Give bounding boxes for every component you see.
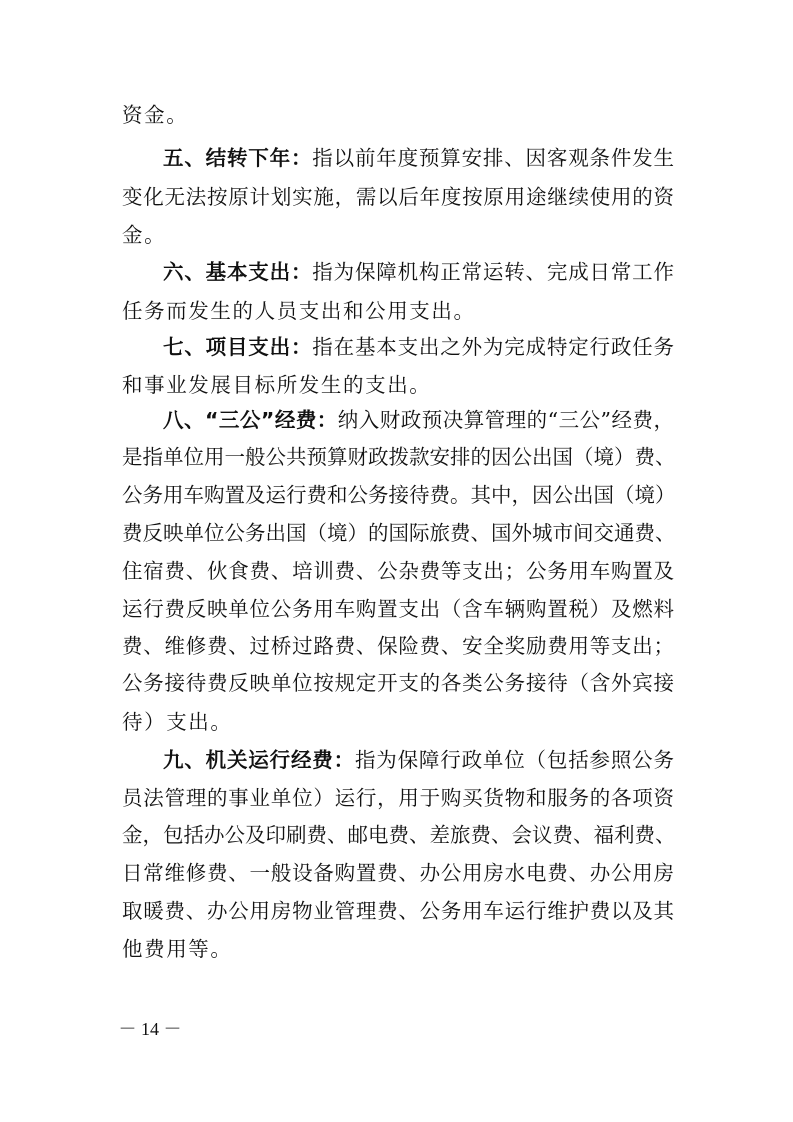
text-line-13: 住宿费、伙食费、培训费、公杂费等支出；公务用车购置及 [122, 559, 674, 583]
text-line-4: 金。 [122, 223, 167, 247]
section-9-heading-line: 九、机关运行经费：指为保障行政单位（包括参照公务 [163, 748, 675, 772]
section-8-title: 八、“三公”经费： [163, 408, 338, 432]
text-line-8: 和事业发展目标所发生的支出。 [122, 373, 432, 397]
section-7-title: 七、项目支出： [163, 335, 313, 359]
text-line-12: 费反映单位公务出国（境）的国际旅费、国外城市间交通费、 [122, 521, 676, 545]
text-line-14: 运行费反映单位公务用车购置支出（含车辆购置税）及燃料 [122, 597, 674, 621]
section-5-heading-line: 五、结转下年：指以前年度预算安排、因客观条件发生 [163, 146, 675, 170]
text-line-1: 资金。 [122, 103, 189, 127]
text-line-11: 公务用车购置及运行费和公务接待费。其中，因公出国（境） [122, 483, 676, 507]
text-line-6: 任务而发生的人员支出和公用支出。 [122, 299, 476, 323]
text-line-23: 他费用等。 [122, 937, 233, 961]
text-line-20: 金，包括办公及印刷费、邮电费、差旅费、会议费、福利费、 [122, 823, 676, 847]
text-line-21: 日常维修费、一般设备购置费、办公用房水电费、办公用房 [122, 861, 674, 885]
text-line-22: 取暖费、办公用房物业管理费、公务用车运行维护费以及其 [122, 899, 674, 923]
section-7-heading-line: 七、项目支出：指在基本支出之外为完成特定行政任务 [163, 335, 675, 359]
text-line-17: 待）支出。 [122, 710, 233, 734]
text-line-19: 员法管理的事业单位）运行，用于购买货物和服务的各项资 [122, 786, 674, 810]
text-line-15: 费、维修费、过桥过路费、保险费、安全奖励费用等支出； [122, 634, 674, 658]
text-line-16: 公务接待费反映单位按规定开支的各类公务接待（含外宾接 [122, 671, 674, 695]
section-5-title: 五、结转下年： [163, 146, 313, 170]
section-6-title: 六、基本支出： [163, 260, 313, 284]
text-line-3: 变化无法按原计划实施，需以后年度按原用途继续使用的资 [122, 185, 674, 209]
section-9-title: 九、机关运行经费： [163, 748, 355, 772]
page-number: － 14 － [118, 1019, 182, 1039]
text-line-10: 是指单位用一般公共预算财政拨款安排的因公出国（境）费、 [122, 445, 676, 469]
section-6-heading-line: 六、基本支出：指为保障机构正常运转、完成日常工作 [163, 260, 675, 284]
section-8-heading-line: 八、“三公”经费：纳入财政预决算管理的“三公”经费， [163, 408, 674, 432]
